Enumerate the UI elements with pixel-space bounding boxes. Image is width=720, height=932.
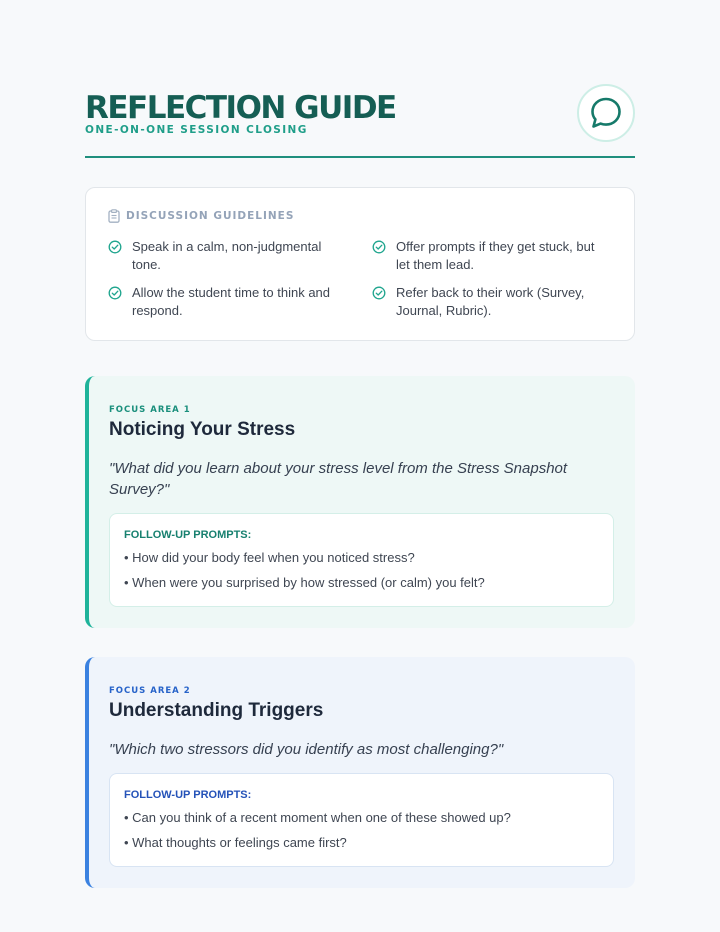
discussion-guidelines-card (85, 187, 635, 341)
clipboard-icon (108, 209, 120, 223)
focus-area-kicker: FOCUS AREA 1 (109, 405, 191, 415)
focus-area-title: Understanding Triggers (109, 700, 324, 721)
check-circle-icon (108, 240, 122, 254)
page-header (85, 86, 635, 158)
logo-badge (577, 84, 635, 142)
guideline-item (108, 284, 338, 320)
focus-area-kicker: FOCUS AREA 2 (109, 686, 191, 696)
focus-area-card (85, 376, 635, 628)
focus-area-card (85, 657, 635, 888)
guidelines-header (108, 209, 294, 223)
follow-up-prompts-box (109, 513, 614, 607)
focus-area-question: "Which two stressors did you identify as most challenging?" (109, 741, 504, 758)
chat-bubble-icon (589, 96, 623, 130)
guideline-text: Allow the student time to think and respond. (132, 285, 331, 318)
follow-up-prompt: • How did your body feel when you noticed stress? (124, 550, 415, 565)
page-title: REFLECTION GUIDE (85, 90, 396, 126)
page-subtitle: ONE-ON-ONE SESSION CLOSING (85, 124, 308, 136)
follow-up-prompt: • What thoughts or feelings came first? (124, 835, 347, 850)
guideline-item (372, 238, 602, 274)
follow-up-prompts-label: FOLLOW-UP PROMPTS: (124, 789, 252, 801)
follow-up-prompt: • When were you surprised by how stressed (or calm) you felt? (124, 575, 485, 590)
guideline-item (108, 238, 338, 274)
check-circle-icon (372, 286, 386, 300)
guideline-text: Speak in a calm, non-judgmental tone. (132, 239, 322, 272)
focus-area-title: Noticing Your Stress (109, 419, 296, 440)
guideline-text: Refer back to their work (Survey, Journal, Rubric). (396, 285, 585, 318)
check-circle-icon (372, 240, 386, 254)
guideline-text: Offer prompts if they get stuck, but let them lead. (396, 239, 595, 272)
follow-up-prompts-label: FOLLOW-UP PROMPTS: (124, 529, 252, 541)
guidelines-label: DISCUSSION GUIDELINES (126, 210, 295, 222)
focus-area-question: "What did you learn about your stress level from the Stress Snapshot Survey?" (109, 460, 568, 498)
guideline-item (372, 284, 602, 320)
check-circle-icon (108, 286, 122, 300)
follow-up-prompt: • Can you think of a recent moment when one of these showed up? (124, 810, 511, 825)
follow-up-prompts-box (109, 773, 614, 867)
